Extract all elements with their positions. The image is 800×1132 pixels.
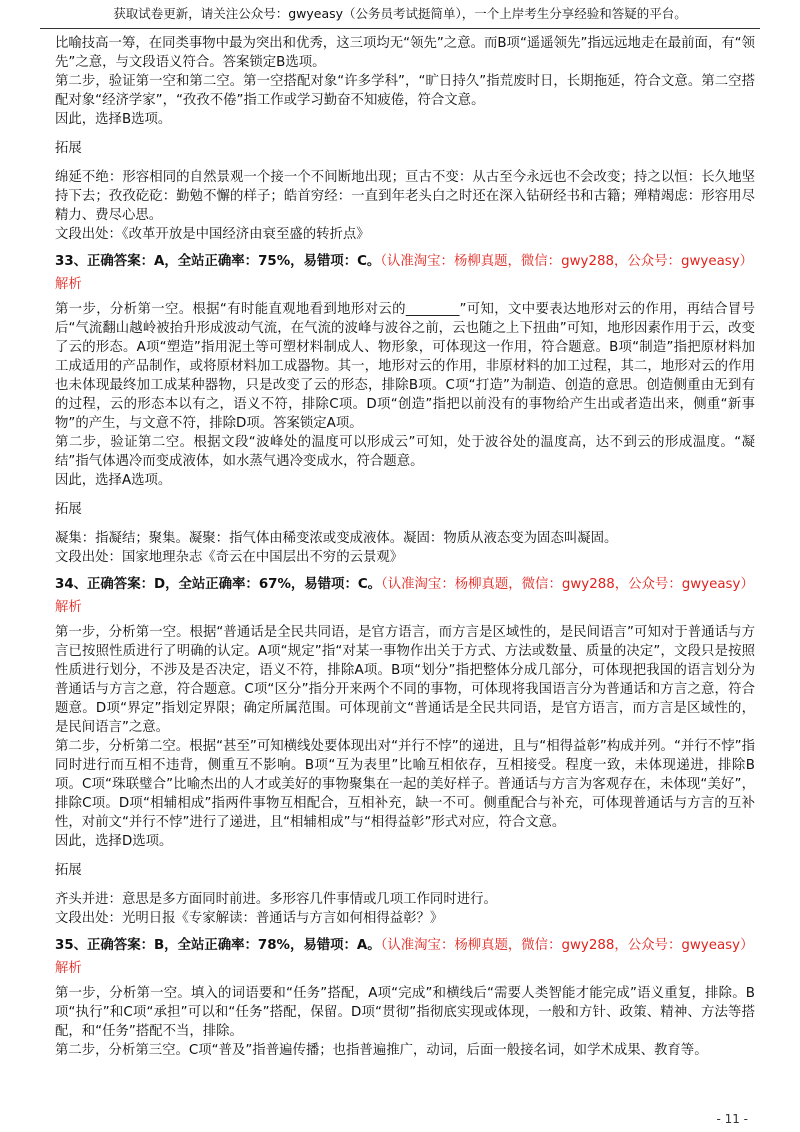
promo-text: （认准淘宝：杨柳真题，微信：gwy288，公众号：gwyeasy） (380, 938, 754, 953)
paragraph: 第二步，分析第三空。C项“普及”指普遍传播；也指普遍推广，动词，后面一般接名词，如学术成果、教育等。 (55, 1043, 708, 1058)
jiexi-label: 解析 (55, 600, 82, 615)
question-35-header (55, 936, 755, 955)
promo-text: （认准淘宝：杨柳真题，微信：gwy288，公众号：gwyeasy） (380, 254, 754, 269)
answer-summary: 35、正确答案：B，全站正确率：78%，易错项：A。 (55, 938, 381, 953)
source-line: 文段出处：国家地理杂志《奇云在中国层出不穷的云景观》 (55, 550, 404, 565)
tuozhan-label: 拓展 (55, 863, 82, 878)
paragraph: 因此，选择B选项。 (55, 112, 172, 127)
header-rule (40, 28, 760, 29)
promo-text: （认准淘宝：杨柳真题，微信：gwy288，公众号：gwyeasy） (381, 577, 754, 592)
paragraph: 凝集：指凝结；聚集。凝聚：指气体由稀变浓或变成液体。凝固：物质从液态变为固态叫凝固。 (55, 531, 618, 546)
paragraph: 因此，选择D选项。 (55, 834, 173, 849)
page-content (55, 34, 755, 1060)
paragraph: 第二步，验证第一空和第二空。第一空搭配对象“许多学科”，“旷日持久”指荒废时日，长期拖延，符合文意。第二空搭配对象“经济学家”，“孜孜不倦”指工作或学习勤奋不知疲倦，符合文意。 (55, 74, 755, 108)
paragraph: 第一步，分析第一空。根据“普通话是全民共同语，是官方语言，而方言是区域性的，是民间语言”可知对于普通话与方言已按照性质进行了明确的认定。A项“规定”指“对某一事物作出关于方式、方法或数量、质量的决定”，文段只是按照性质进行划分，不涉及是否决定，语义不符，排除A项。B项“划分”指把整体分成几部分，可体现把我国的语言划分为普通话与方言之意，符合题意。C项“区分”指分开来两个不同的事物，可体现将我国语言分为普通话和方言之意，符合题意。D项“界定”指划定界限；确定所属范围。可体现前文“普通话是全民共同语，是官方语言，而方言是区域性的，是民间语言”之意。 (55, 625, 755, 735)
question-33-header (55, 252, 755, 271)
paragraph: 第一步，分析第一空。根据“有时能直观地看到地形对云的________”可知，文中要表达地形对云的作用，再结合冒号后“气流翻山越岭被抬升形成波动气流，在气流的波峰与波谷之前，云也随之上下扭曲”可知，地形因素作用于云，改变了云的形态。A项“塑造”指用泥土等可塑材料制成人、物形象，可体现这一作用，符合题意。B项“制造”指把原材料加工成适用的产品制作，或将原材料加工成器物。其一，地形对云的作用，非原材料的加工过程，其二，地形对云的作用也未体现最终加工成某种器物，只是改变了云的形态，排除B项。C项“打造”为制造、创造的意思。创造侧重由无到有的过程，云的形态本以有之，语义不符，排除C项。D项“创造”指把以前没有的事物给产生出或者造出来，侧重“新事物”的产生，与文意不符，排除D项。答案锁定A项。 (55, 302, 755, 431)
paragraph: 齐头并进：意思是多方面同时前进。多形容几件事情或几项工作同时进行。 (55, 892, 497, 907)
answer-summary: 34、正确答案：D，全站正确率：67%，易错项：C。 (55, 577, 382, 592)
tuozhan-label: 拓展 (55, 141, 82, 156)
answer-summary: 33、正确答案：A，全站正确率：75%，易错项：C。 (55, 254, 381, 269)
paragraph: 第二步，验证第二空。根据文段“波峰处的温度可以形成云”可知，处于波谷处的温度高，达不到云的形成温度。“凝结”指气体遇冷而变成液体，如水蒸气遇冷变成水，符合题意。 (55, 435, 755, 469)
paragraph: 因此，选择A选项。 (55, 473, 172, 488)
paragraph: 绵延不绝：形容相同的自然景观一个接一个不间断地出现；亘古不变：从古至今永远也不会改变；持之以恒：长久地坚持下去；孜孜矻矻：勤勉不懈的样子；皓首穷经：一直到年老头白之时还在深入钻研经书和古籍；殚精竭虑：形容用尽精力、费尽心思。 (55, 170, 755, 223)
tuozhan-label: 拓展 (55, 502, 82, 517)
jiexi-label: 解析 (55, 961, 82, 976)
question-34-header (55, 575, 755, 594)
jiexi-label: 解析 (55, 277, 82, 292)
source-line: 文段出处：光明日报《专家解读：普通话与方言如何相得益彰？》 (55, 911, 444, 926)
paragraph: 第一步，分析第一空。填入的词语要和“任务”搭配，A项“完成”和横线后“需要人类智能才能完成”语义重复，排除。B项“执行”和C项“承担”可以和“任务”搭配，保留。D项“贯彻”指彻底实现或体现，一般和方针、政策、精神、方法等搭配，和“任务”搭配不当，排除。 (55, 986, 755, 1039)
paragraph: 比喻技高一筹，在同类事物中最为突出和优秀，这三项均无“领先”之意。而B项“遥遥领先”指远远地走在最前面，有“领先”之意，与文段语义符合。答案锁定B选项。 (55, 36, 756, 70)
page-header: 获取试卷更新，请关注公众号：gwyeasy（公务员考试挺简单），一个上岸考生分享经验和答疑的平台。 (113, 6, 687, 21)
source-line: 文段出处：《改革开放是中国经济由衰至盛的转折点》 (55, 227, 370, 242)
page-number: - 11 - (716, 1112, 748, 1126)
paragraph: 第二步，分析第二空。根据“甚至”可知横线处要体现出对“并行不悖”的递进，且与“相得益彰”构成并列。“并行不悖”指同时进行而互相不违背，侧重互不影响。B项“互为表里”比喻互相依存，互相接受。程度一致，未体现递进，排除B项。C项“珠联璧合”比喻杰出的人才或美好的事物聚集在一起的美好样子。普通话与方言为客观存在，未体现“美好”，排除C项。D项“相辅相成”指两件事物互相配合，互相补充，缺一不可。侧重配合与补充，可体现普通话与方言的互补性，对前文“并行不悖”进行了递进，且“相辅相成”与“相得益彰”形式对应，符合文意。 (55, 739, 755, 830)
